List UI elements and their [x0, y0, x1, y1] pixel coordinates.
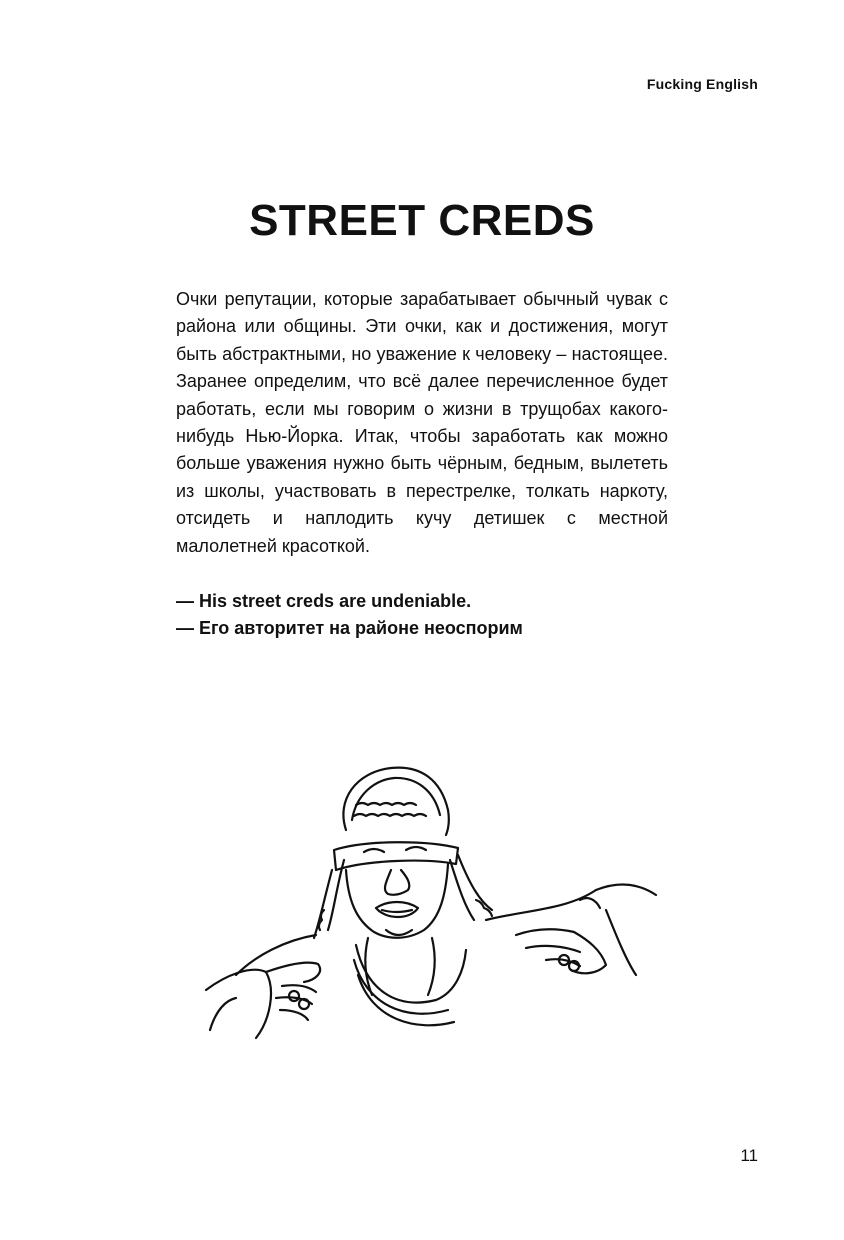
example-english: — His street creds are undeniable.	[176, 591, 472, 611]
entry-title: STREET CREDS	[249, 196, 595, 245]
page-number: 11	[740, 1146, 758, 1165]
example-list	[176, 588, 676, 642]
entry-definition: Очки репутации, которые зарабатывает обычный чувак с района или общины. Эти очки, как и достижения, могут быть абстрактными, но уважение к человеку – настоящее. Заранее определим, что всё далее перечисленное будет работать, если мы говорим о жизни в трущобах какого-нибудь Нью-Йорка. Итак, чтобы заработать как можно больше уважения нужно быть чёрным, бедным, вылететь из школы, участвовать в перестрелке, толкать наркоту, отсидеть и наплодить кучу детишек с местной малолетней красоткой.	[176, 289, 668, 556]
example-russian: — Его авторитет на районе неоспорим	[176, 618, 523, 638]
rapper-illustration	[196, 760, 666, 1060]
running-header: Fucking English	[646, 76, 758, 92]
